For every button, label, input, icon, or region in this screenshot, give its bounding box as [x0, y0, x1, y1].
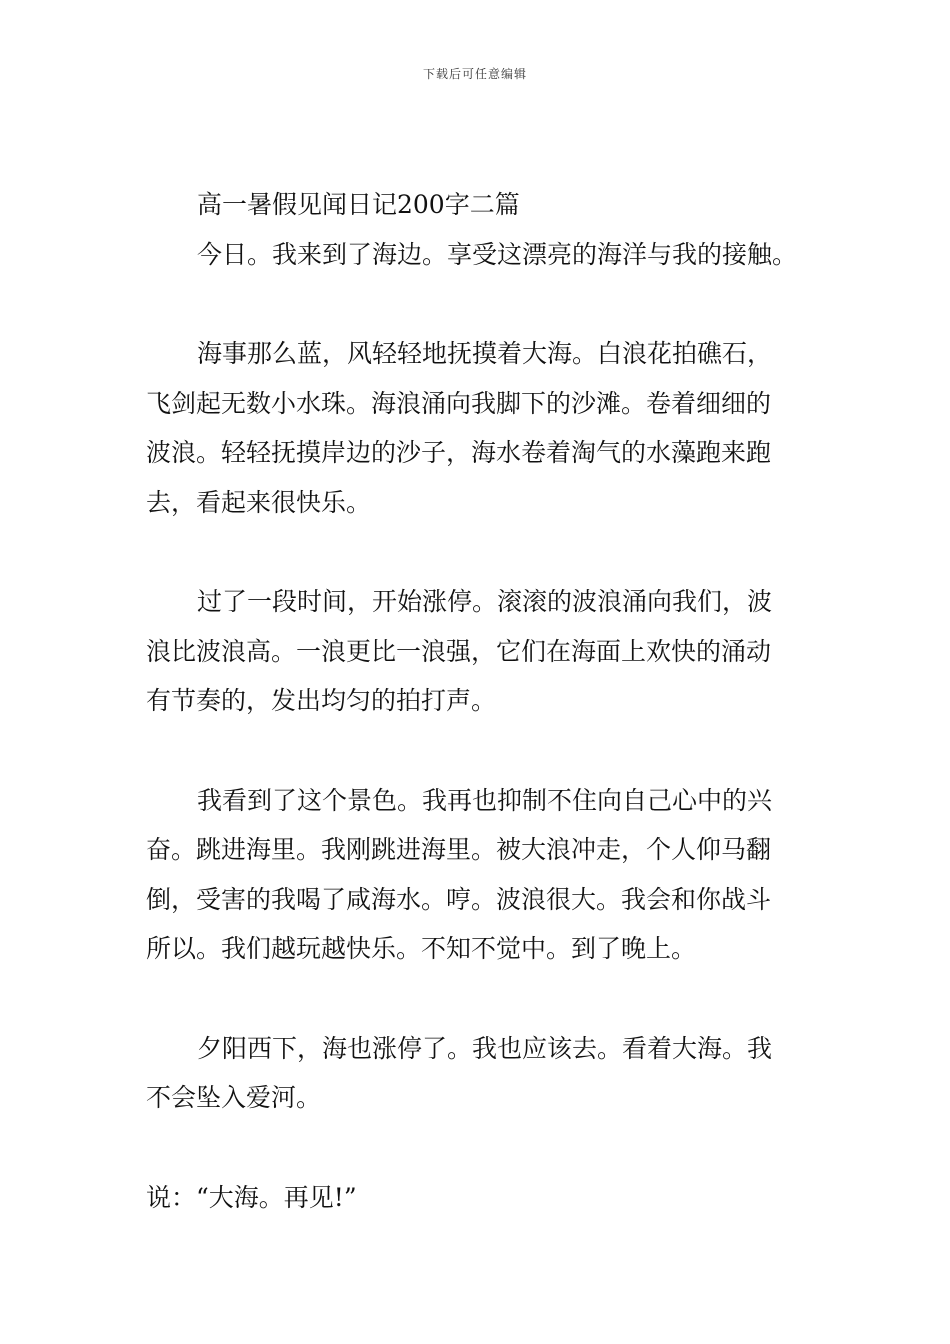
paragraph-spacer: [146, 527, 806, 577]
paragraph-spacer: [146, 726, 806, 776]
paragraph-line: 浪比波浪高。一浪更比一浪强，它们在海面上欢快的涌动: [146, 636, 772, 666]
paragraph-spacer: [146, 279, 806, 329]
paragraph-line: 奋。跳进海里。我刚跳进海里。被大浪冲走，个人仰马翻: [146, 835, 772, 864]
paragraph-spacer: [146, 974, 806, 1024]
paragraph-2: [146, 329, 806, 527]
paragraph-line: 过了一段时间，开始涨停。滚滚的波浪涌向我们，波: [197, 587, 773, 616]
paragraph-1: [146, 230, 806, 280]
page-header: 下载后可任意编辑: [422, 67, 527, 81]
paragraph-spacer: [146, 1123, 806, 1173]
paragraph-line: 有节奏的，发出均匀的拍打声。: [146, 686, 497, 715]
paragraph-line: 波浪。轻轻抚摸岸边的沙子，海水卷着淘气的水藻跑来跑: [146, 438, 772, 467]
paragraph-line: 夕阳西下，海也涨停了。我也应该去。看着大海。我: [197, 1033, 773, 1063]
document-title: 高一暑假见闻日记200字二篇: [197, 190, 520, 219]
paragraph-3: [146, 577, 806, 726]
paragraph-line: 我看到了这个景色。我再也抑制不住向自己心中的兴: [197, 785, 773, 815]
paragraph-6: [146, 1173, 806, 1223]
paragraph-line: 去，看起来很快乐。: [146, 487, 372, 517]
paragraph-line: 海事那么蓝，风轻轻地抚摸着大海。白浪花拍礁石，: [197, 339, 773, 368]
paragraph-5: [146, 1024, 806, 1123]
paragraph-line: 所以。我们越玩越快乐。不知不觉中。到了晚上。: [146, 934, 697, 963]
paragraph-line: 飞剑起无数小水珠。海浪涌向我脚下的沙滩。卷着细细的: [146, 388, 772, 418]
paragraph-line: 不会坠入爱河。: [146, 1083, 322, 1112]
paragraph-line: 今日。我来到了海边。享受这漂亮的海洋与我的接触。: [197, 239, 798, 269]
paragraph-line: 说：“大海。再见!”: [146, 1182, 357, 1212]
document-body: [146, 180, 806, 1222]
paragraph-line: 倒，受害的我喝了咸海水。哼。波浪很大。我会和你战斗: [146, 884, 772, 914]
paragraph-4: [146, 776, 806, 974]
